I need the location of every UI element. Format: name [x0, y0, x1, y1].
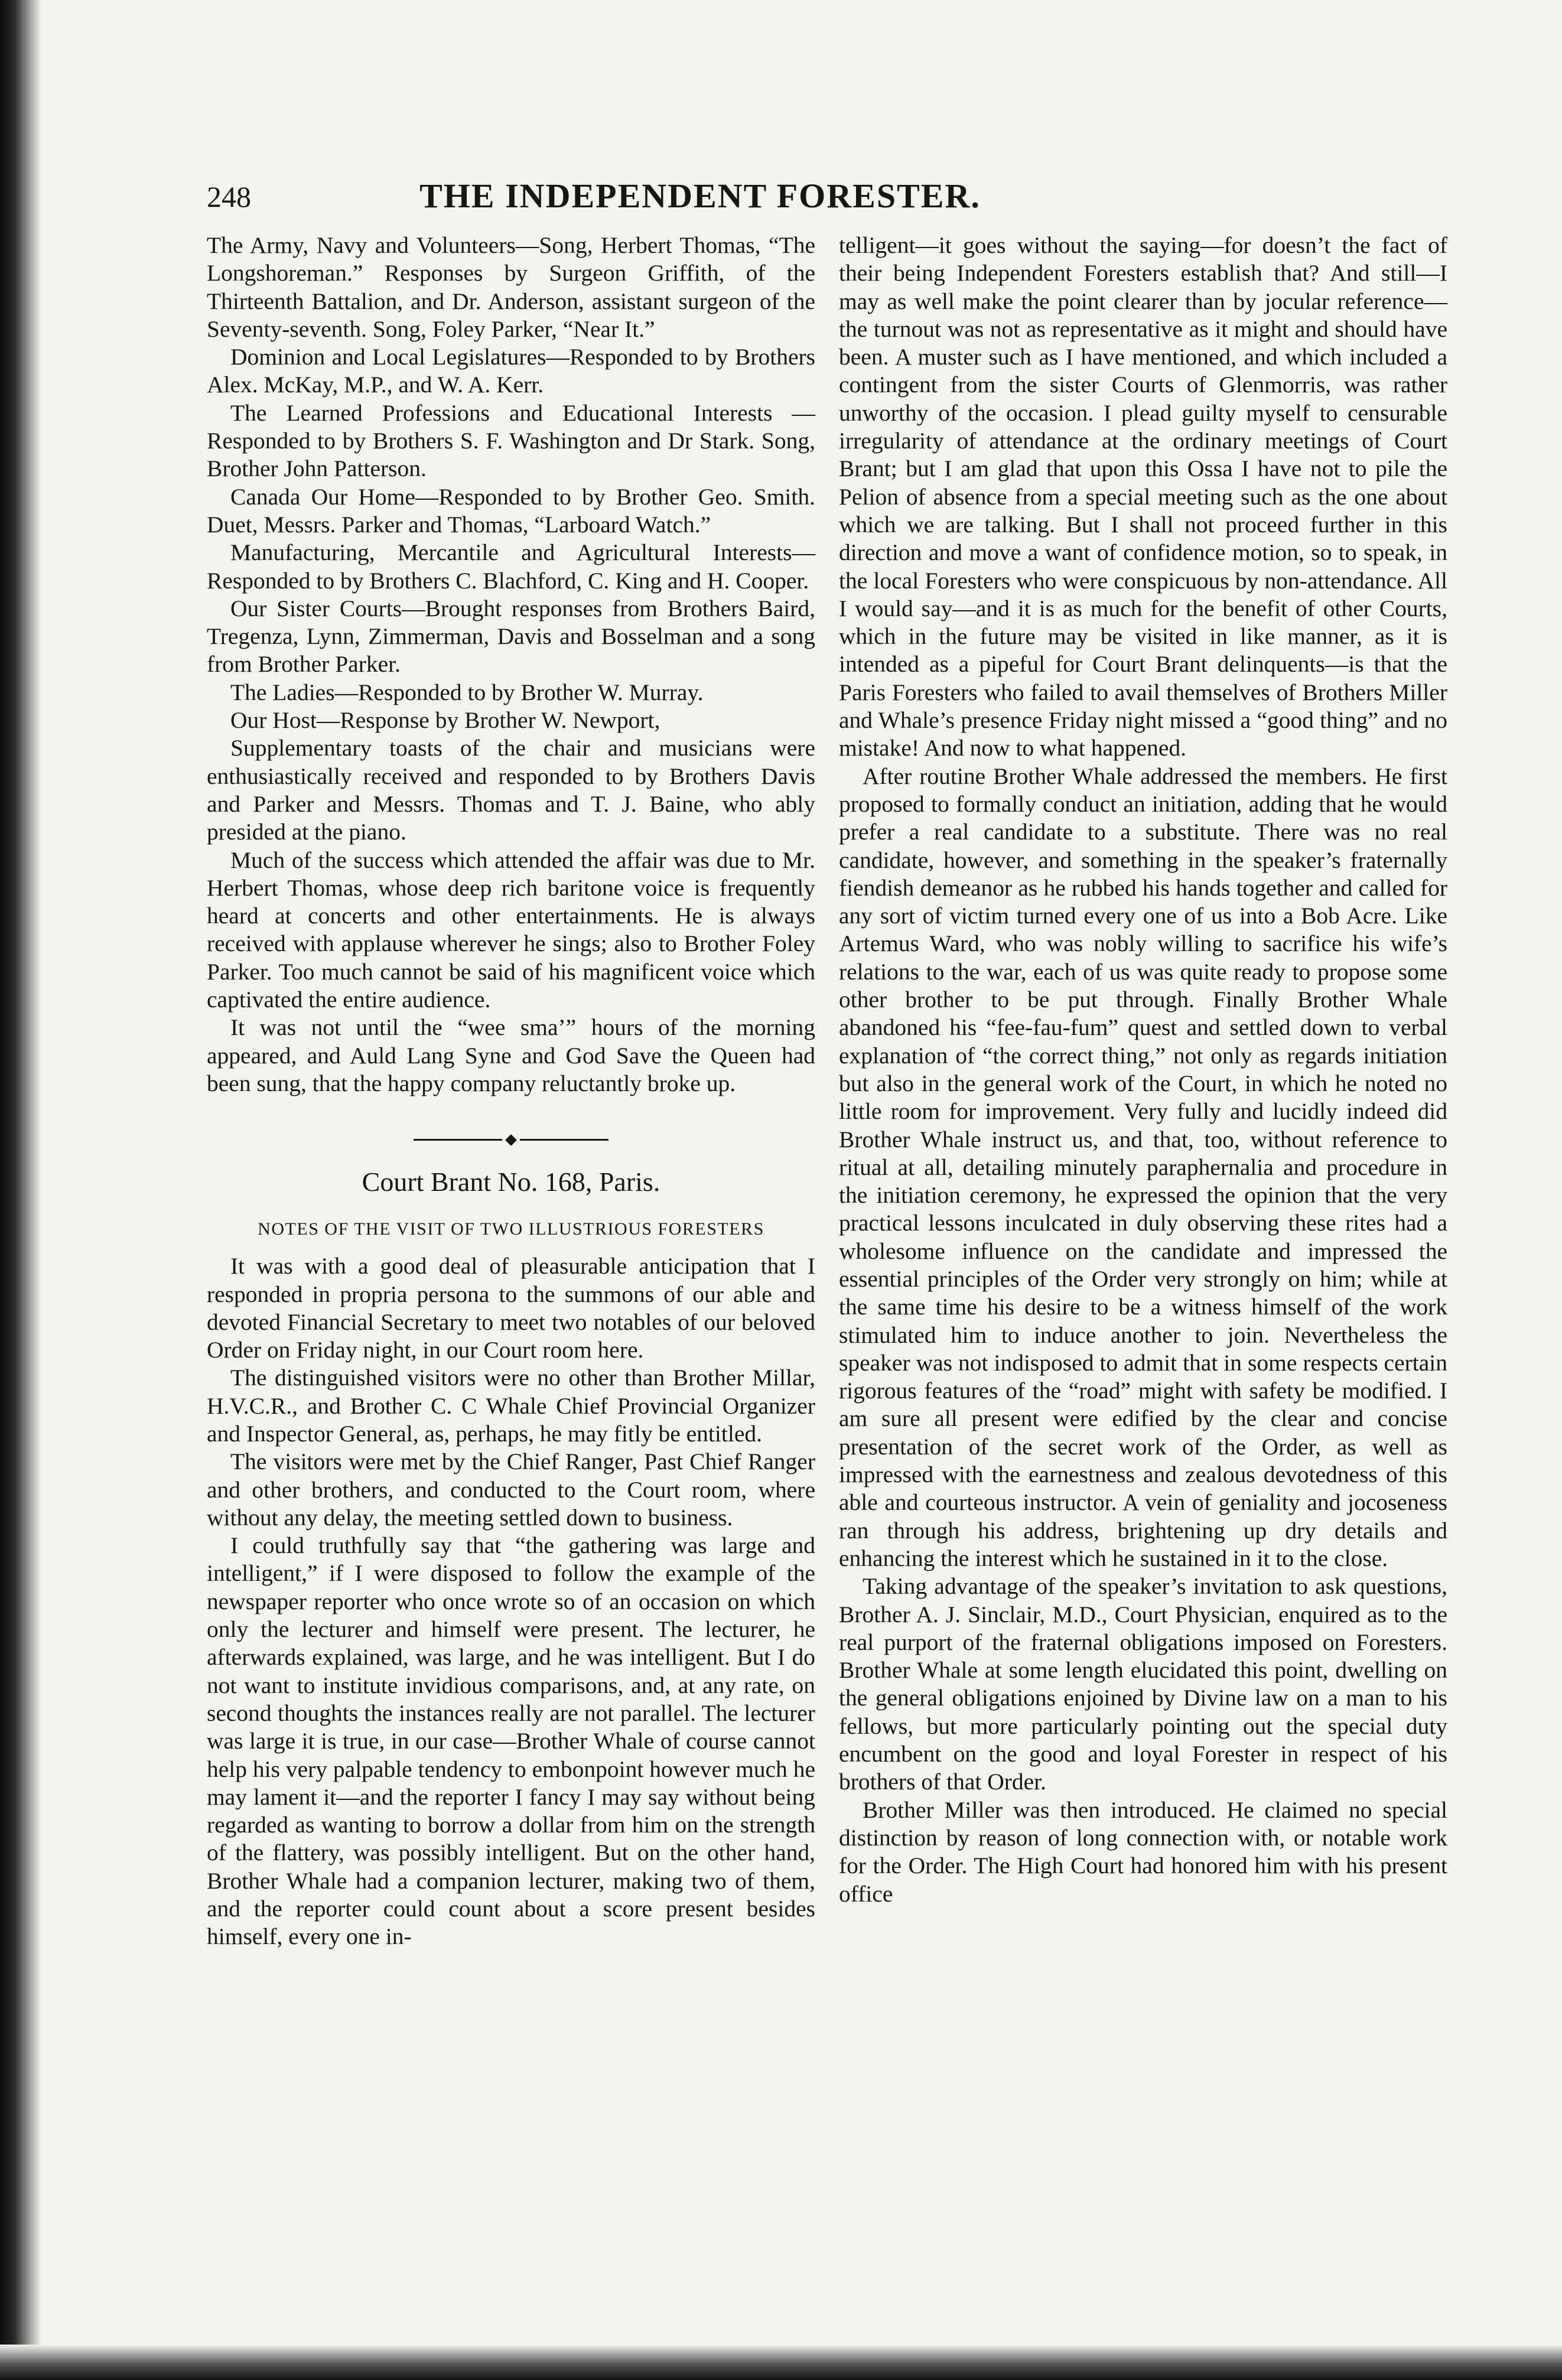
- divider-line: [520, 1139, 608, 1141]
- article-paragraph: The Army, Navy and Volunteers—Song, Herbert Thomas, “The Longshoreman.” Responses by Surgeon Griffith, of the Thirteenth Battalion, and Dr. Anderson, assistant surgeon of the Seventy-seventh. Song, Foley Parker, “Near It.”: [207, 232, 815, 342]
- article-paragraph: Dominion and Local Legislatures—Responded to by Brothers Alex. McKay, M.P., and W. A. Kerr.: [207, 344, 815, 398]
- article-paragraph: Our Sister Courts—Brought responses from Brothers Baird, Tregenza, Lynn, Zimmerman, Davis and Bosselman and a song from Brother Parker.: [207, 595, 815, 678]
- page-header: [201, 176, 1199, 217]
- page-number: 248: [207, 180, 251, 213]
- section-divider: [207, 1126, 815, 1154]
- section-title: Court Brant No. 168, Paris.: [362, 1167, 660, 1197]
- article-paragraph: After routine Brother Whale addressed the members. He first proposed to formally conduct an initiation, adding that he would prefer a real candidate to a substitute. There was no real candidate, however, and something in the speaker’s fraternally fiendish demeanor as he rubbed his hands together and called for any sort of victim turned every one of us into a Bob Acre. Like Artemus Ward, who was nobly willing to sacrifice his wife’s relations to the war, each of us was quite ready to propose some other brother to be put through. Finally Brother Whale abandoned his “fee-fau-fum” quest and settled down to verbal explanation of “the correct thing,” not only as regards initiation but also in the general work of the Court, in which he noted no little room for improvement. Very fully and lucidly indeed did Brother Whale instruct us, and that, too, without reference to ritual at all, detailing minutely paraphernalia and procedure in the initiation ceremony, he expressed the opinion that the very practical lessons inculcated in duly observing these rites had a wholesome influence on the candidate and impressed the essential principles of the Order very strongly on him; while at the same time his desire to be a witness himself of the work stimulated him to induce another to join. Nevertheless the speaker was not indisposed to admit that in some respects certain rigorous features of the “road” might with safety be modified. I am sure all present were edified by the clear and concise presentation of the secret work of the Order, as well as impressed with the earnestness and zealous devotedness of this able and courteous instructor. A vein of geniality and jocoseness ran through his address, brightening up dry details and enhancing the interest which he sustained in it to the close.: [839, 763, 1447, 1571]
- article-paragraph: Brother Miller was then introduced. He claimed no special distinction by reason of long connection with, or notable work for the Order. The High Court had honored him with his present office: [839, 1796, 1447, 1907]
- article-paragraph: Canada Our Home—Responded to by Brother Geo. Smith. Duet, Messrs. Parker and Thomas, “Larboard Watch.”: [207, 483, 815, 538]
- divider-line: [414, 1139, 502, 1141]
- article-paragraph: telligent—it goes without the saying—for doesn’t the fact of their being Independent Foresters establish that? And still—I may as well make the point clearer than by jocular reference—the turnout was not as representative as it might and should have been. A muster such as I have mentioned, and which included a contingent from the sister Courts of Glenmorris, was rather unworthy of the occasion. I plead guilty myself to censurable irregularity of attendance at the ordinary meetings of Court Brant; but I am glad that upon this Ossa I have not to pile the Pelion of absence from a special meeting such as the one about which we are talking. But I shall not proceed further in this direction and move a want of confidence motion, so to speak, in the local Foresters who were conspicuous by non-attendance. All I would say—and it is as much for the benefit of other Courts, which in the future may be visited in like manner, as it is intended as a pipeful for Court Brant delinquents—is that the Paris Foresters who failed to avail themselves of Brothers Miller and Whale’s presence Friday night missed a “good thing” and no mistake! And now to what happened.: [839, 232, 1447, 761]
- article-paragraph: The Learned Professions and Educational Interests —Responded to by Brothers S. F. Washington and Dr Stark. Song, Brother John Patterson.: [207, 399, 815, 482]
- article-paragraph: The distinguished visitors were no other than Brother Millar, H.V.C.R., and Brother C. C Whale Chief Provincial Organizer and Inspector General, as, perhaps, he may fitly be entitled.: [207, 1365, 815, 1447]
- article-paragraph: Much of the success which attended the affair was due to Mr. Herbert Thomas, whose deep rich baritone voice is frequently heard at concerts and other entertainments. He is always received with applause wherever he sings; also to Brother Foley Parker. Too much cannot be said of his magnificent voice which captivated the entire audience.: [207, 846, 815, 1013]
- article-paragraph: The Ladies—Responded to by Brother W. Murray.: [230, 679, 704, 705]
- article-paragraph: It was not until the “wee sma’” hours of the morning appeared, and Auld Lang Syne and God Save the Queen had been sung, that the happy company reluctantly broke up.: [207, 1014, 815, 1096]
- article-paragraph: Manufacturing, Mercantile and Agricultural Interests—Responded to by Brothers C. Blachford, C. King and H. Cooper.: [207, 539, 815, 594]
- divider-ornament: [505, 1134, 517, 1146]
- article-paragraph: Our Host—Response by Brother W. Newport,: [230, 707, 660, 734]
- right-column: [839, 232, 1447, 1908]
- article-paragraph: The visitors were met by the Chief Ranger, Past Chief Ranger and other brothers, and conducted to the Court room, where without any delay, the meeting settled down to business.: [207, 1448, 815, 1531]
- section-subhead: NOTES OF THE VISIT OF TWO ILLUSTRIOUS FORESTERS: [258, 1219, 764, 1239]
- left-column: [207, 232, 815, 1951]
- running-title: THE INDEPENDENT FORESTER.: [419, 177, 981, 215]
- article-paragraph: Taking advantage of the speaker’s invitation to ask questions, Brother A. J. Sinclair, M.D., Court Physician, enquired as to the real purport of the fraternal obligations imposed on Foresters. Brother Whale at some length elucidated this point, dwelling on the general obligations enjoined by Divine law on a man to his fellows, but more particularly pointing out the special duty encumbent on the good and loyal Forester in respect of his brothers of that Order.: [839, 1573, 1447, 1795]
- page-bottom-shadow: [0, 2345, 1562, 2380]
- article-paragraph: It was with a good deal of pleasurable anticipation that I responded in propria persona to the summons of our able and devoted Financial Secretary to meet two notables of our beloved Order on Friday night, in our Court room here.: [207, 1253, 815, 1363]
- article-paragraph: I could truthfully say that “the gathering was large and intelligent,” if I were disposed to follow the example of the newspaper reporter who once wrote so of an occasion on which only the lecturer and himself were present. The lecturer, he afterwards explained, was large, and he was intelligent. But I do not want to institute invidious comparisons, and, at any rate, on second thoughts the instances really are not parallel. The lecturer was large it is true, in our case—Brother Whale of course cannot help his very palpable tendency to embonpoint however much he may lament it—and the reporter I fancy I may say without being regarded as wanting to borrow a dollar from him on the strength of the flattery, was possibly intelligent. But on the other hand, Brother Whale had a companion lecturer, making two of them, and the reporter could count about a score present besides himself, every one in-: [207, 1532, 815, 1950]
- article-paragraph: Supplementary toasts of the chair and musicians were enthusiastically received and responded to by Brothers Davis and Parker and Messrs. Thomas and T. J. Baine, who ably presided at the piano.: [207, 735, 815, 845]
- page-binding-shadow: [0, 0, 41, 2380]
